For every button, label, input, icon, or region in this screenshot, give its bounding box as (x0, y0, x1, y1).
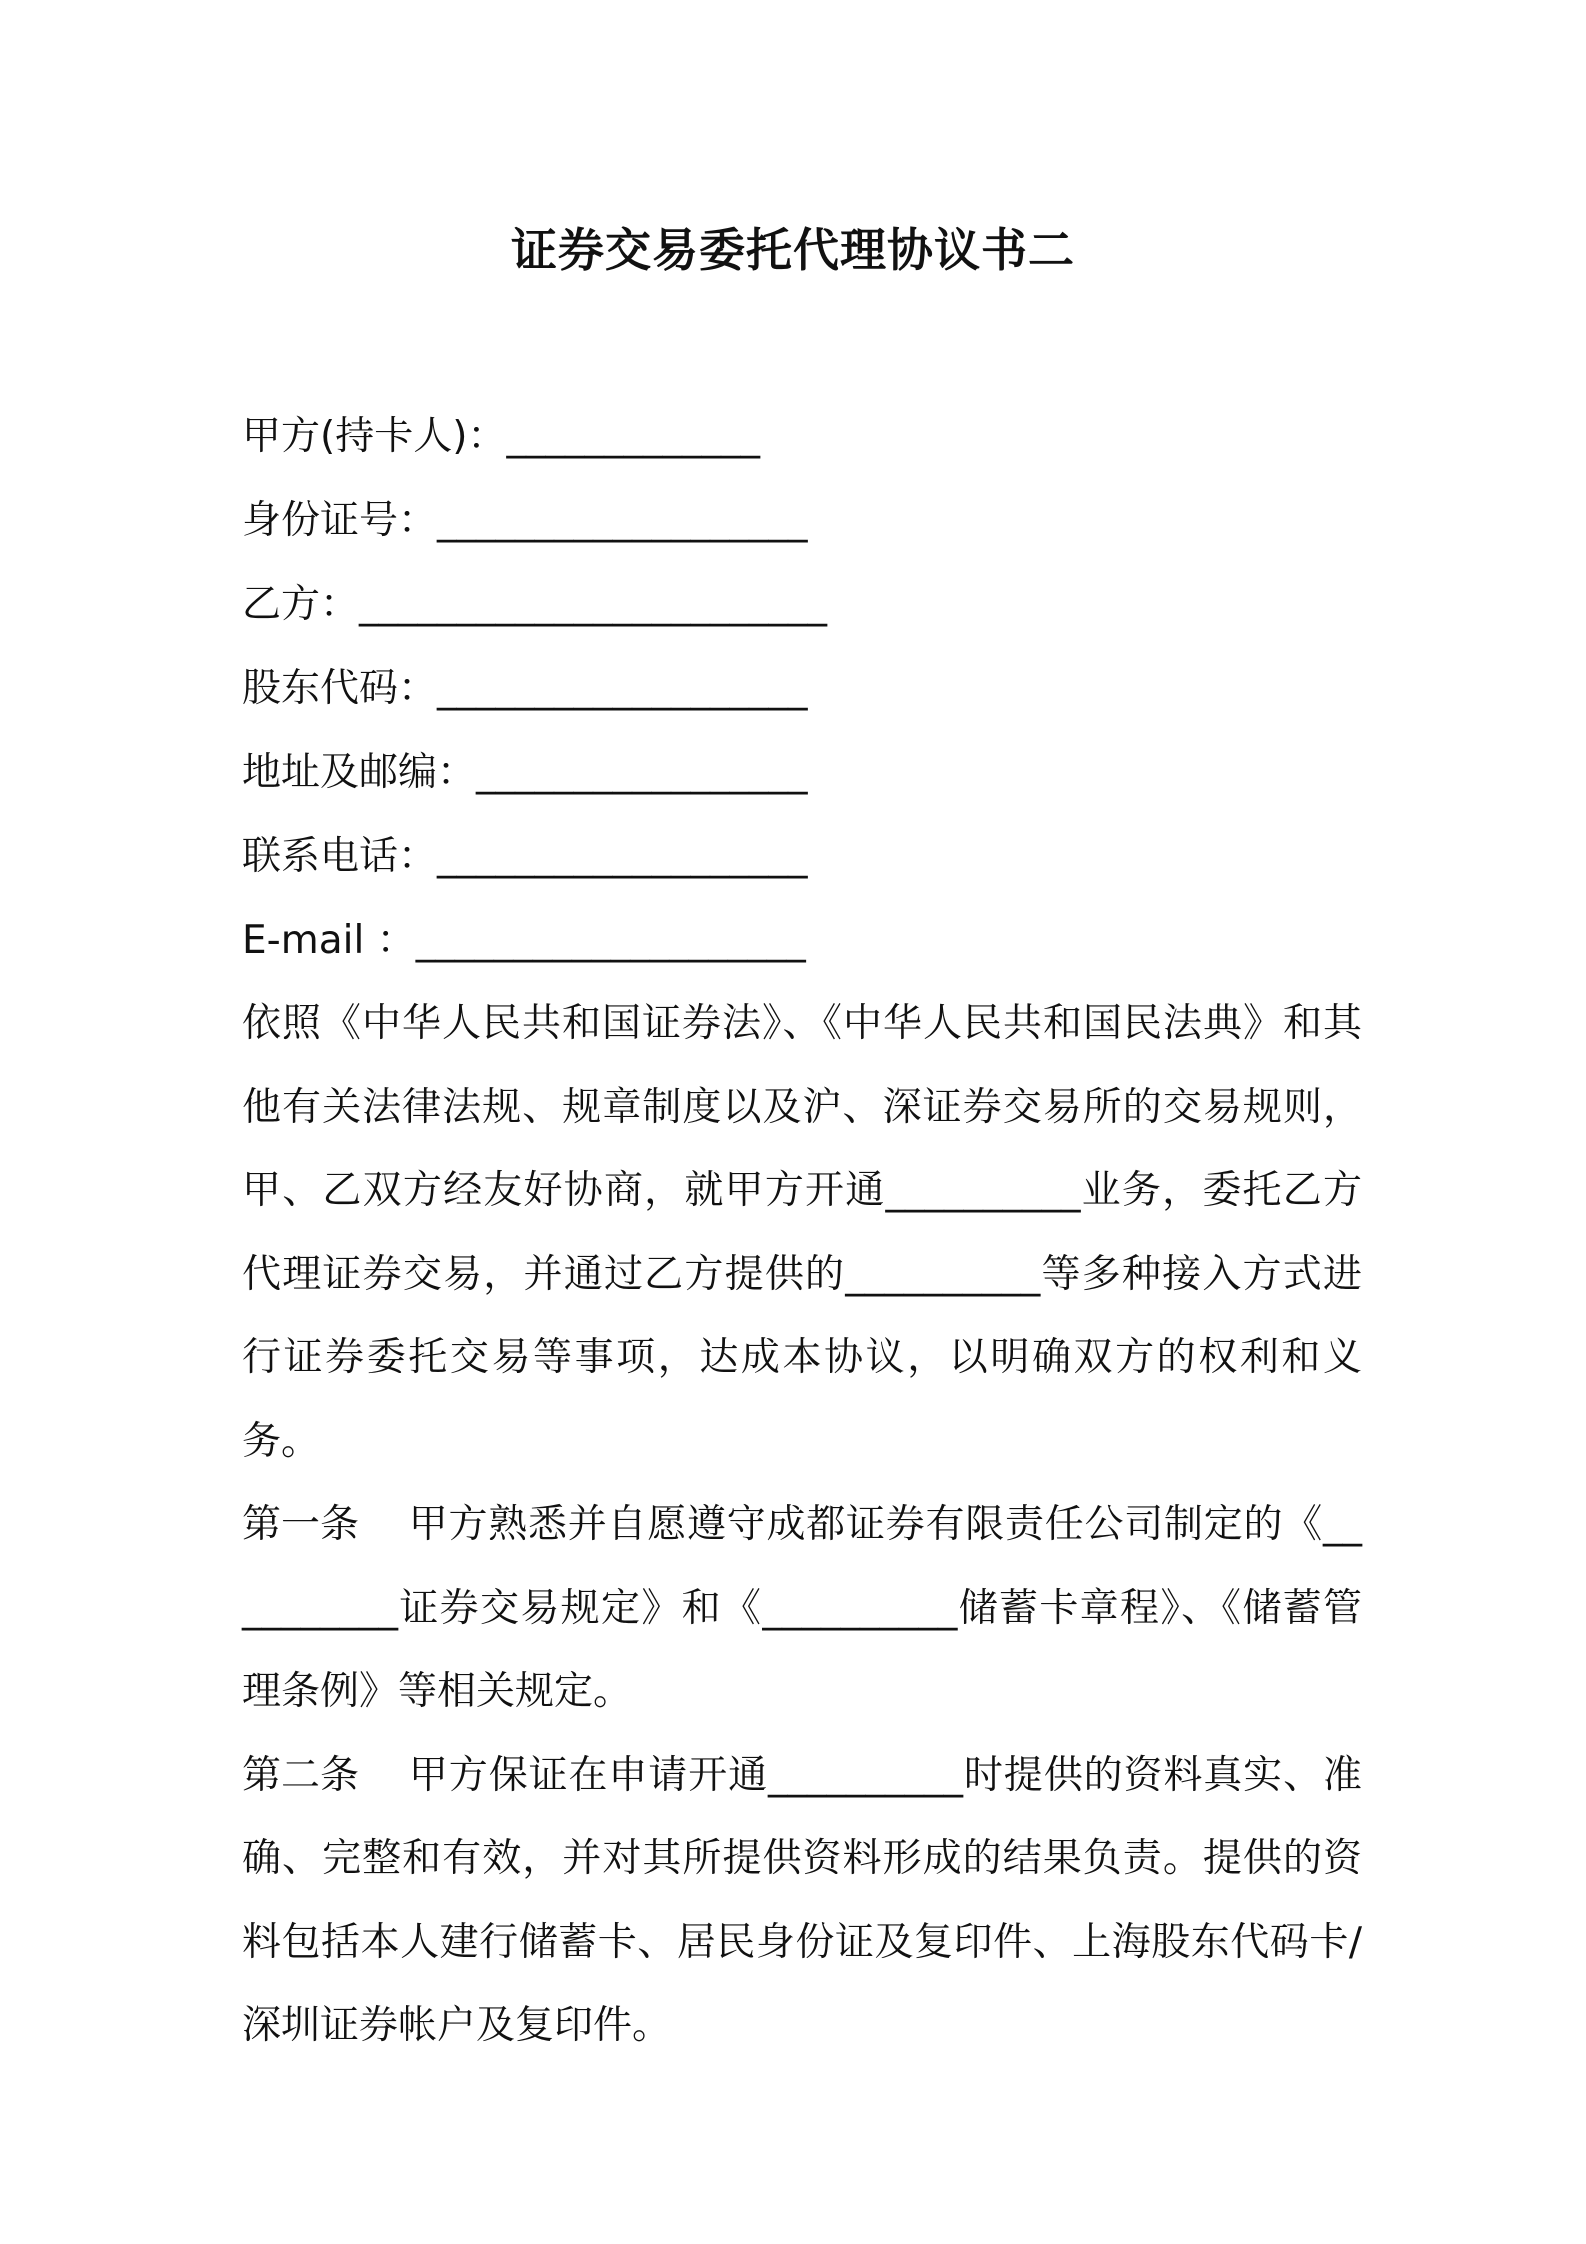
document-title: 证券交易委托代理协议书二 (511, 223, 1075, 277)
fill-blank: ____________________ (415, 918, 806, 963)
field-email (242, 899, 1362, 983)
fill-blank: ___________________ (437, 834, 808, 879)
fill-blank: _____________ (506, 414, 760, 459)
field-label: 联系电话： (242, 834, 438, 879)
field-label: 甲方(持卡人)： (242, 414, 507, 459)
article-1 (242, 1483, 1362, 1734)
field-label: 地址及邮编： (242, 750, 477, 795)
field-phone (242, 815, 1362, 899)
agreement-body (242, 982, 1362, 2068)
field-id-number (242, 479, 1362, 563)
intro-paragraph: 依照《中华人民共和国证券法》、《中华人民共和国民法典》和其他有关法律法规、规章制度以及沪、深证券交易所的交易规则，甲、乙双方经友好协商，就甲方开通__________业务，委托乙方代理证券交易，并通过乙方提供的__________等多种接入方式进行证券委托交易等事项，达成本协议，以明确双方的权利和义务。 (242, 1001, 1362, 1464)
field-party-a (242, 395, 1362, 479)
field-label: E-mail ： (242, 918, 416, 963)
field-address-postcode (242, 731, 1362, 815)
article-text: 甲方熟悉并自愿遵守成都证券有限责任公司制定的《__________证券交易规定》和《__________储蓄卡章程》、《储蓄管理条例》等相关规定。 (242, 1502, 1362, 1714)
article-label: 第一条 (242, 1502, 360, 1547)
party-info-fields (242, 395, 1362, 983)
article-text: 甲方保证在申请开通__________时提供的资料真实、准确、完整和有效，并对其所提供资料形成的结果负责。提供的资料包括本人建行储蓄卡、居民身份证及复印件、上海股东代码卡/深圳证券帐户及复印件。 (242, 1752, 1362, 2048)
fill-blank: ___________________ (437, 666, 808, 711)
field-label: 股东代码： (242, 666, 438, 711)
article-2 (242, 1734, 1362, 2068)
fill-blank: ________________________ (359, 582, 828, 627)
field-label: 身份证号： (242, 498, 438, 543)
field-shareholder-code (242, 647, 1362, 731)
fill-blank: _________________ (476, 750, 808, 795)
fill-blank: ___________________ (437, 498, 808, 543)
article-label: 第二条 (242, 1752, 360, 1798)
field-party-b (242, 563, 1362, 647)
field-label: 乙方： (242, 582, 360, 627)
